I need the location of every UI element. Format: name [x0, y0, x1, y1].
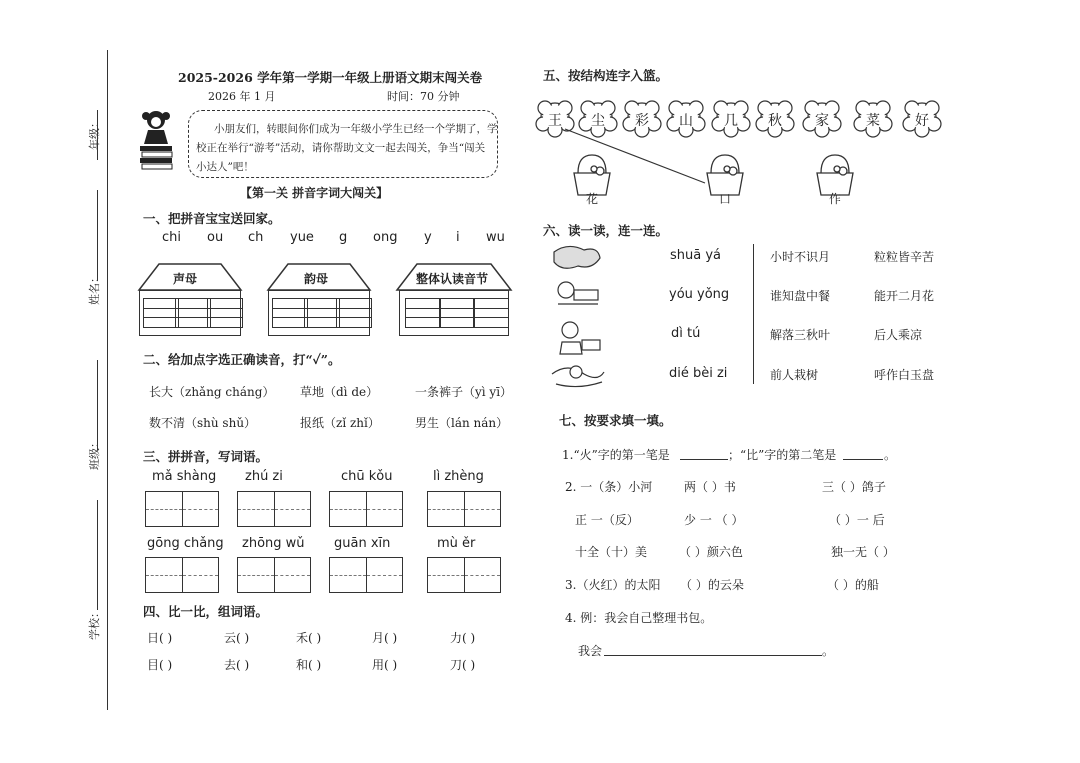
number-idiom: 十全（十）美	[575, 545, 648, 559]
house-initials	[129, 262, 251, 342]
compare-word: 刀( )	[450, 658, 476, 672]
char-flower[interactable]: 尘	[591, 113, 605, 129]
basket-label[interactable]: 作	[829, 192, 842, 206]
pinyin-item: g	[339, 230, 348, 245]
class-label: 班级：	[88, 437, 101, 470]
writing-grid[interactable]	[145, 557, 219, 593]
divider-line	[753, 244, 754, 384]
pinyin-item: ong	[373, 230, 398, 245]
adjective-phrase: （ ）的船	[827, 578, 879, 592]
girl-reading-illustration	[132, 108, 182, 170]
pinyin-item: ou	[207, 230, 224, 245]
pinyin-item: i	[456, 230, 460, 245]
q1-part-b: ；“比”字的第二笔是	[728, 448, 837, 462]
poem-line-right: 呼作白玉盘	[874, 368, 935, 382]
compare-word: 和( )	[296, 658, 322, 672]
grade-line	[97, 110, 98, 160]
compare-word: 月( )	[372, 631, 398, 645]
basket-label[interactable]: 花	[586, 192, 599, 206]
exam-title: 2025-2026 学年第一学期一年级上册语文期末闯关卷	[178, 70, 483, 85]
pinyin-item: yue	[290, 230, 314, 245]
compare-word: 日( )	[147, 631, 173, 645]
intro-line-3: 小达人”吧！	[196, 161, 254, 173]
sentence-answer-line[interactable]	[604, 655, 822, 656]
poem-line-right: 粒粒皆辛苦	[874, 250, 935, 264]
reading-choice: 草地（dì de）	[300, 385, 379, 399]
compare-word: 云( )	[224, 631, 250, 645]
poem-line-left: 前人栽树	[770, 368, 819, 382]
house-label: 声母	[173, 272, 198, 286]
char-flower[interactable]: 家	[815, 113, 829, 129]
antonym: （ ）一 后	[829, 513, 885, 527]
intro-line-1: 小朋友们，转眼间你们成为一年级小学生已经一个学期了，学	[214, 123, 498, 135]
answer-blank[interactable]	[680, 459, 728, 460]
pinyin-item: ch	[248, 230, 264, 245]
reading-choice: 长大（zhǎng cháng）	[149, 385, 275, 399]
reading-choice: 报纸（zǐ zhǐ）	[300, 416, 380, 430]
pinyin-word: guān xīn	[334, 536, 391, 551]
section6-title: 六、读一读，连一连。	[543, 223, 669, 238]
compare-word: 力( )	[450, 631, 476, 645]
reading-choice: 数不清（shù shǔ）	[149, 416, 257, 430]
activity-pinyin: yóu yǒng	[669, 287, 730, 302]
pinyin-word: mǎ shàng	[152, 469, 217, 484]
school-line	[97, 500, 98, 610]
char-flower[interactable]: 好	[915, 113, 929, 129]
pinyin-word: chū kǒu	[341, 469, 393, 484]
section1-title: 一、把拼音宝宝送回家。	[143, 211, 281, 226]
name-label: 姓名：	[88, 272, 101, 305]
char-flower[interactable]: 山	[679, 113, 693, 129]
poem-line-right: 能开二月花	[874, 289, 935, 303]
antonym: 正 一（反）	[575, 513, 639, 527]
school-label: 学校：	[88, 607, 101, 640]
writing-grid[interactable]	[145, 491, 219, 527]
compare-word: 目( )	[147, 658, 173, 672]
pinyin-word: zhú zi	[245, 469, 283, 484]
compare-word: 用( )	[372, 658, 398, 672]
sentence-start: 我会	[578, 644, 603, 658]
reading-choice: 一条裤子（yì yī）	[415, 385, 513, 399]
house-finals	[258, 262, 380, 342]
writing-grid[interactable]	[427, 557, 501, 593]
char-flower[interactable]: 几	[724, 113, 738, 129]
measure-word: 2. 一（条）小河	[565, 480, 653, 494]
q1-part-a: 1.“火”字的第一笔是	[562, 448, 670, 462]
exam-date: 2026 年 1 月	[208, 90, 276, 103]
exam-time: 时间：70 分钟	[387, 90, 460, 103]
house-label: 整体认读音节	[416, 272, 489, 286]
pinyin-word: mù ěr	[437, 536, 476, 551]
house-label: 韵母	[304, 272, 329, 286]
binding-line	[107, 50, 108, 710]
writing-grid[interactable]	[329, 557, 403, 593]
char-flower[interactable]: 菜	[866, 113, 880, 129]
q1-part-c: 。	[884, 448, 897, 462]
compare-word: 禾( )	[296, 631, 322, 645]
writing-grid[interactable]	[237, 491, 311, 527]
pinyin-item: wu	[486, 230, 505, 245]
poem-line-left: 小时不识月	[770, 250, 831, 264]
reading-choice: 男生（lán nán）	[415, 416, 509, 430]
sentence-end: 。	[822, 644, 835, 658]
name-line	[97, 190, 98, 280]
measure-word: 三（ ）鸽子	[822, 480, 886, 494]
stage1-title: 【第一关 拼音字词大闯关】	[240, 186, 389, 200]
adjective-phrase: （ ）的云朵	[680, 578, 744, 592]
pinyin-item: y	[424, 230, 432, 245]
writing-grid[interactable]	[427, 491, 501, 527]
char-flower[interactable]: 王	[548, 113, 562, 129]
antonym: 少 一 （ ）	[684, 513, 744, 527]
section7-title: 七、按要求填一填。	[559, 413, 672, 428]
section5-title: 五、按结构连字入篮。	[543, 68, 669, 83]
section4-title: 四、比一比，组词语。	[143, 604, 269, 619]
class-line	[97, 360, 98, 450]
pinyin-item: chi	[162, 230, 181, 245]
activity-pinyin: shuā yá	[670, 248, 722, 263]
grade-label: 年级：	[88, 117, 101, 150]
section2-title: 二、给加点字选正确读音，打“✓”。	[143, 352, 341, 367]
pinyin-word: zhōng wǔ	[242, 536, 305, 551]
sentence-example: 4. 例：我会自己整理书包。	[565, 611, 713, 625]
poem-line-right: 后人乘凉	[874, 328, 923, 342]
poem-line-left: 解落三秋叶	[770, 328, 831, 342]
activity-pinyin: dì tú	[671, 326, 701, 341]
char-flower[interactable]: 彩	[635, 113, 649, 129]
writing-grid[interactable]	[329, 491, 403, 527]
char-flower[interactable]: 秋	[768, 113, 782, 129]
writing-grid[interactable]	[237, 557, 311, 593]
intro-line-2: 校正在举行“游考”活动，请你帮助文文一起去闯关，争当“闯关	[196, 142, 486, 154]
measure-word: 两（ ）书	[684, 480, 736, 494]
compare-word: 去( )	[224, 658, 250, 672]
pinyin-word: lì zhèng	[433, 469, 484, 484]
section3-title: 三、拼拼音，写词语。	[143, 449, 269, 464]
activity-pictures	[548, 242, 610, 392]
adjective-phrase: 3.（火红）的太阳	[565, 578, 661, 592]
pinyin-word: gōng chǎng	[147, 536, 224, 551]
answer-blank[interactable]	[843, 459, 883, 460]
number-idiom: （ ）颜六色	[679, 545, 743, 559]
activity-pinyin: dié bèi zi	[669, 366, 728, 381]
house-whole-syllables	[389, 262, 519, 342]
poem-line-left: 谁知盘中餐	[770, 289, 831, 303]
number-idiom: 独一无（ ）	[831, 545, 895, 559]
basket-label[interactable]: 口	[719, 192, 732, 206]
